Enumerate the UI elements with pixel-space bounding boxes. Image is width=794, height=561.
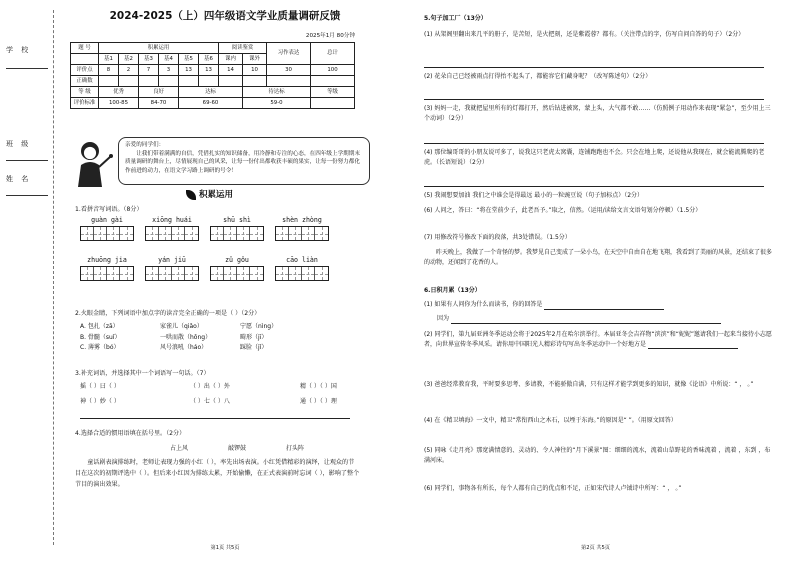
cell: 正确数 — [71, 76, 99, 87]
write-cell[interactable] — [224, 267, 237, 280]
answer-line[interactable] — [424, 99, 764, 100]
write-cell[interactable] — [211, 267, 224, 280]
cell: 13 — [179, 65, 199, 76]
cell-header: 题 号 — [71, 43, 99, 54]
write-cell[interactable] — [211, 227, 224, 240]
cut-line — [53, 10, 54, 545]
question-3-label: 3.补充词语，并选择其中一个词语写一句话。（7） — [75, 370, 210, 377]
cell: 3 — [159, 65, 179, 76]
pinyin-item: shèn zhòng — [275, 216, 329, 241]
write-cell[interactable] — [237, 267, 250, 280]
q6-item: (4) 在《精卫填海》一文中，精卫“常衔西山之木石，以堙于东海。”的原因是“ ”。（用原文回答） — [424, 417, 677, 424]
question-1-label: 1.看拼音写词语。（8分） — [75, 206, 143, 213]
cell: 2 — [119, 65, 139, 76]
q5-item: (7) 用修改符号修改下面的段落，共3处错误。（1.5分） — [424, 234, 571, 241]
question-6-title: 6.日积月累（13分） — [424, 287, 481, 294]
question-4-text: 童话剧表演排练时，老师让表现力强的小红（ ），率先出场表演。小红凭借精彩的演绎，让观众的节目在这次的初期评选中（ ）。但后来小红因为排练太累，开始偷懒，在正式表演前时忘词（ ），影响了整个节目的演出效果。 — [75, 459, 360, 488]
q5-item: (3) 妈妈一走，我就把屋里所有的灯都打开，然后钻进被窝，蒙上头，大气都不敢……（仿照例子用动作来表现“紧急”，至少用上三个动词）（2分） — [424, 105, 771, 122]
write-cell[interactable] — [159, 267, 172, 280]
exam-page-2 — [397, 0, 794, 561]
cell: 10 — [243, 65, 267, 76]
greeting-bubble — [118, 137, 370, 185]
write-cell[interactable] — [94, 227, 107, 240]
exam-title: 2024-2025（上）四年级语文学业质量调研反馈 — [109, 10, 341, 22]
write-cell[interactable] — [276, 227, 289, 240]
q5-item: (2) 花朵自己已经被雨点打得抬不起头了，都能容它们藏身呢？（改写陈述句）（2分） — [424, 73, 652, 80]
cell: 评价标准 — [71, 98, 99, 109]
q6-item: (2) 同学们，第九届亚洲冬季运动会将于2025年2月在哈尔滨举行。本届亚冬会吉祥物“滨滨”和“妮妮”邀请我们一起来当接待小志愿者，向世界宣传冬季风采。请你用中国阳光人精彩诗句写出冬季运动中一个好地方是 — [424, 331, 772, 348]
answer-line[interactable] — [424, 143, 764, 144]
write-cell[interactable] — [289, 267, 302, 280]
pinyin-item: zhuōng jia — [80, 256, 134, 281]
cell: 待达标 — [243, 87, 311, 98]
q6-item: (1) 如果有人问你为什么而读书，你的回答是 — [424, 300, 774, 310]
cell: 13 — [199, 65, 219, 76]
question-3-row: 神（ ）妙（ ） （ ）七（ ）八 通（ ）（ ）理 — [80, 398, 337, 405]
write-cell[interactable] — [146, 267, 159, 280]
class-line — [6, 160, 48, 161]
cell: 基5 — [179, 54, 199, 65]
option-c[interactable]: C. 薄雾（bó） — [80, 344, 120, 351]
cell — [71, 54, 99, 65]
write-cell[interactable] — [185, 227, 198, 240]
write-cell[interactable] — [81, 227, 94, 240]
school-label: 学 校 — [6, 46, 32, 54]
school-line — [6, 68, 48, 69]
cell-header: 总计 — [311, 43, 355, 65]
write-cell[interactable] — [107, 267, 120, 280]
q5-item: (5) 我闹想要加油 我们之中谁会是得最远 最小的一粒豌豆说（句子加标点）（2分） — [424, 192, 644, 199]
page-footer: 第1页 共5页 — [210, 544, 240, 551]
write-cell[interactable] — [276, 267, 289, 280]
pinyin-item: zǔ gǒu — [210, 256, 264, 281]
pinyin-item: xiōng huái — [145, 216, 199, 241]
write-cell[interactable] — [302, 267, 315, 280]
pinyin-item: cāo liàn — [275, 256, 329, 281]
answer-line[interactable] — [424, 186, 764, 187]
cell: 30 — [267, 65, 311, 76]
write-cell[interactable] — [172, 267, 185, 280]
write-cell[interactable] — [159, 227, 172, 240]
score-table — [70, 42, 355, 109]
question-2-options: A. 包扎（zā） 家雀儿（qiǎo） 宁愿（nìng） B. 骨髓（suǐ） 一哄而散（hōng） 畸形（jī） C. 薄雾（bó） 风号浪吼（háo） 踩脸（jǐ） — [80, 323, 278, 351]
write-cell[interactable] — [302, 227, 315, 240]
write-cell[interactable] — [107, 227, 120, 240]
cell: 等 级 — [71, 87, 99, 98]
pinyin-item: yán jiū — [145, 256, 199, 281]
greeting-box — [66, 137, 366, 187]
q6-item: (5) 同咏《走月亮》那宽满情意的、灵动的、令人神往的“月下溪景”图：细细的流水，流着山草野花的香味流着 ，流着 ，东到 ，布满河床。 — [424, 447, 771, 464]
question-3-row: 摇（ ）曰（ ） （ ）出（ ）外 精（ ）（ ）国 — [80, 383, 337, 390]
write-cell[interactable] — [172, 227, 185, 240]
q6-item: (6) 同学们，事物各有所长，每个人都有自己的优点和不足，正如宋代诗人卢钺诗中所写：“ ， 。” — [424, 485, 682, 492]
leaf-icon — [186, 190, 196, 200]
pinyin-item: shū shì — [210, 216, 264, 241]
q5-item: (6) 人问之，答曰：“将在堂前少子，此老吾予。”取之，信然。（运用/读给文言文语句划分停顿）（1.5分） — [424, 207, 702, 214]
write-cell[interactable] — [250, 227, 263, 240]
cell: 评价点 — [71, 65, 99, 76]
cell: 8 — [99, 65, 119, 76]
cell: 基1 — [99, 54, 119, 65]
option-b[interactable]: B. 骨髓（suǐ） — [80, 333, 121, 341]
write-cell[interactable] — [315, 227, 328, 240]
cell: 84-70 — [139, 98, 179, 109]
write-cell[interactable] — [224, 227, 237, 240]
write-cell[interactable] — [289, 227, 302, 240]
cell: 100-85 — [99, 98, 139, 109]
write-cell[interactable] — [250, 267, 263, 280]
q6-item: (3) 爸爸经常教育我，平时要多思考、多请教，不能骄傲自满，只有这样才能学到更多的知识，就像《论语》中所说：“ ， 。” — [424, 381, 754, 388]
write-cell[interactable] — [120, 267, 133, 280]
q6-item: 因为 — [437, 314, 787, 324]
cell: 7 — [139, 65, 159, 76]
cell: 达标 — [179, 87, 243, 98]
binding-strip — [4, 10, 52, 545]
cell-header: 积累运用 — [99, 43, 219, 54]
question-4-label: 4.选择合适的惯用语填在括号里。（2分） — [75, 430, 186, 437]
exam-date-duration: 2025年1月 80分钟 — [305, 33, 355, 39]
write-cell[interactable] — [94, 267, 107, 280]
greeting-salute: 亲爱的同学们： — [125, 142, 165, 148]
answer-blank[interactable] — [451, 316, 721, 324]
cell: 课外 — [243, 54, 267, 65]
q5-item: (1) 从架阁里翻出来几平的册子，是苦短，是火把刻，还是紫霞蓉？都有。（关注带点的字，仿写自问自答的句子）（2分） — [424, 31, 745, 38]
write-cell[interactable] — [146, 227, 159, 240]
cell-header: 习作表达 — [267, 43, 311, 65]
write-cell[interactable] — [315, 267, 328, 280]
cell: 基3 — [139, 54, 159, 65]
cell: 课内 — [219, 54, 243, 65]
cell: 基6 — [199, 54, 219, 65]
cell: 良好 — [139, 87, 179, 98]
cell: 基4 — [159, 54, 179, 65]
section-title: 积累运用 — [186, 190, 233, 201]
q5-item: (4) 那位编哥哥的小朋友说可多了，说我这只老虎太窝囊，连铺跑跑也不会。只会在地上爬，还说他从我现在，就会能流腾爬的老虎。（长语短说）（2分） — [424, 149, 765, 166]
write-cell[interactable] — [120, 227, 133, 240]
question-2-label: 2.火眼金睛，下列词语中加点字的读音完全正确的一项是（ ）（2分） — [75, 310, 261, 317]
answer-blank[interactable] — [648, 341, 738, 349]
write-cell[interactable] — [81, 267, 94, 280]
cell: 59-0 — [243, 98, 311, 109]
cell-header: 阅读鉴赏 — [219, 43, 267, 54]
page-footer: 第2页 共5页 — [581, 544, 610, 551]
cell: 14 — [219, 65, 243, 76]
class-label: 班 级 — [6, 140, 32, 148]
write-cell[interactable] — [185, 267, 198, 280]
teacher-icon — [66, 139, 118, 187]
pinyin-item: guàn gài — [80, 216, 134, 241]
q5-passage: 昨天晚上，我做了一个奇怪的梦。我梦见自己变成了一朵小鸟，在天空中自由自在地飞翔，我看到了美丽的风景，还结束了很多的动物，还闻到了花香的人。 — [424, 249, 773, 266]
cell: 基2 — [119, 54, 139, 65]
question-5-title: 5.句子加工厂（13分） — [424, 15, 487, 22]
cell: 69-60 — [179, 98, 243, 109]
question-4-choices: 占上风 敲锣鼓 打头阵 — [170, 445, 305, 452]
name-line — [6, 195, 48, 196]
cell: 优秀 — [99, 87, 139, 98]
name-label: 姓 名 — [6, 175, 32, 183]
answer-blank[interactable] — [544, 302, 664, 310]
write-cell[interactable] — [237, 227, 250, 240]
cell: 100 — [311, 65, 355, 76]
answer-line[interactable] — [80, 418, 350, 419]
cell: 等级 — [311, 87, 355, 98]
greeting-body: 让我们带着满满的自信，凭借扎实的知识储备，用冷静和专注的心态，在四年级上学期期末质量调研的舞台上，尽情展现自己的风采，让每一份付出都收获丰硕的果实，让每一份努力都化作前进的动力，在语文学习路上调研的号令！ — [125, 150, 360, 174]
answer-line[interactable] — [424, 67, 764, 68]
option-a[interactable]: A. 包扎（zā） — [80, 323, 119, 330]
